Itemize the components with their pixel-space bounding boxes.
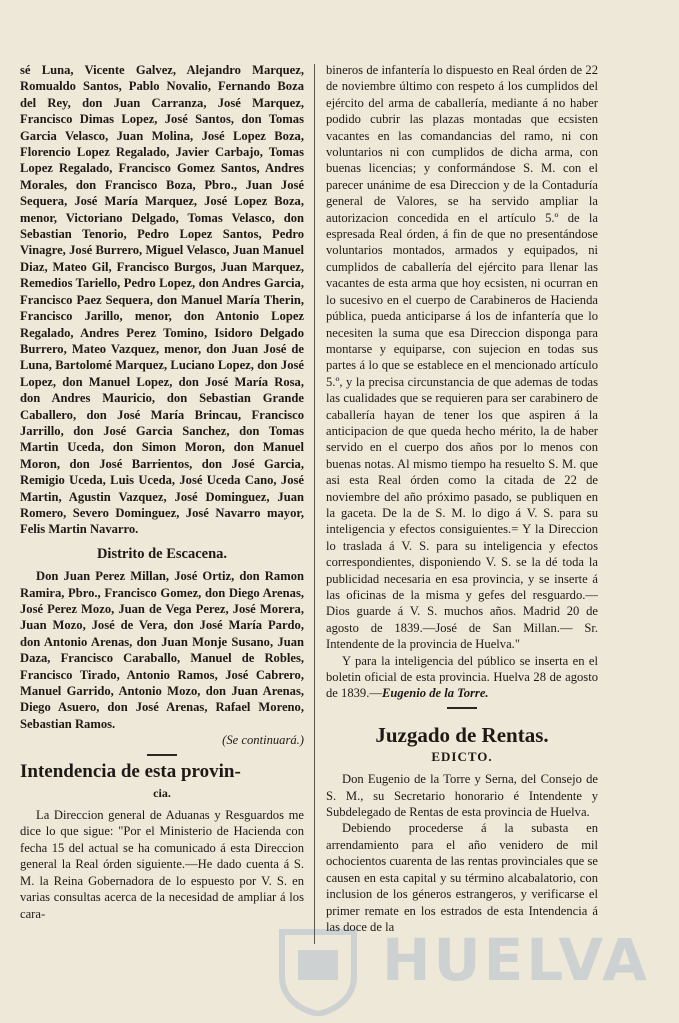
intendencia-title: Intendencia de esta provin- [20,760,241,782]
edicto-intro: Don Eugenio de la Torre y Serna, del Consejo de S. M., su Secretario honorario é Intendente y Subdelegado de Rentas de esta provincia de Huelva. [326,772,598,820]
column-divider [314,64,315,944]
signature: Eugenio de la Torre. [381,686,489,701]
edicto-body: Debiendo procederse á la subasta en arrendamiento para el año venidero de mil ochocientos cuarenta de las rentas provinciales que se causen en esta capital y su término alcabalatorio, con inclusion de los géneros estrangeros, y verificarse el primer remate en los estrados de esta Intendencia á las doce de la [326,821,598,934]
publication-text: Y para la inteligencia del público se inserta en el boletin oficial de esta provincia. Huelva 28 de agosto de 1839.— [326,653,598,701]
publication-note [326,653,598,702]
names-list: sé Luna, Vicente Galvez, Alejandro Marquez, Romualdo Santos, Pablo Novalio, Fernando Boza del Rey, don Juan Carranza, José Marquez, Francisco Dimas Lopez, José Santos, don Tomas Garcia Velasco, Juan Molina, José Lopez Boza, Florencio Lopez Regalado, Javier Carbajo, Tomas Lopez Regalado, Francisco Gomez Santos, Andres Morales, don Francisco Boza, Pbro., Juan José Sequera, José María Marquez, José Lopez Boza, menor, Victoriano Delgado, Tomas Velasco, don Sebastian Tenorio, Pedro Lopez Santos, Pedro Vinagre, José Burrero, Miguel Velasco, Juan Manuel Diaz, Mateo Gil, Francisco Burgos, Juan Marquez, Remedios Tariello, Pedro Lopez, don Andres Garcia, Francisco Paez Sequera, don Manuel María Therin, Francisco Jarillo, menor, don Antonio Lopez Regalado, Andres Perez Tomino, Isidoro Delgado Burrero, Mateo Vazquez, menor, don Juan José de Luna, Bartolomé Marquez, Luciano Lopez, don José Lopez, don Manuel Lopez, don José María Rosa, don Andres Mauricio, don Sebastian Grande Caballero, don José María Brincau, Francisco Jarrillo, don José Garcia Sanchez, don Tomas Martin Uceda, don Simon Moron, don Manuel Moron, don José Barrientos, don José Garcia, Remigio Uceda, Luis Uceda, José Uceda Cano, José Martin, Agustin Vazquez, José Dominguez, Juan Romero, Severo Dominguez, José Navarro mayor, Felis Martin Navarro. [20,63,304,537]
shield-icon [276,928,360,1016]
section-rule [147,754,177,756]
district-title: Distrito de Escacena. [96,545,228,562]
real-orden-body: bineros de infantería lo dispuesto en Real órden de 22 de noviembre último con respeto á los cumplidos del ejército del arma de caballería, mediante á no haber podido cubrir las plazas montadas que ecsisten vacantes en las comandancias del ramo, ni con voluntarios ni con cumplidos de dicha arma, con buenas licencias; y conformándose S. M. con el parecer unánime de esa Direccion y de la Contaduría general de Valores, se ha servido ampliar la autorizacion concedida en el artículo 5.º de la espresada Real órden, á fin de que no presentándose voluntarios montados, armados y equipados, ni cumplidos de caballería del ejército para llenar las vacantes de esta arma que hoy ecsisten, ni ocurran en lo sucesivo en el cuerpo de Carabineros de Hacienda pública, pueda anticiparse á los de infantería que lo necesiten la suma que esa Direccion disponga para montarse y equiparse, con sujecion en todas sus partes á lo que se establece en el mencionado artículo 5.º, y la precisa circunstancia de que ademas de todas las cualidades que se requieren para ser carabinero de caballería hayan de tener los que aspiren á la anticipacion de que queda hecho mérito, la de haber servido en el cuerpo dos años por lo menos con buenas notas. Al mismo tiempo ha resuelto S. M. que asi esta Real órden como la citada de 22 de noviembre del año próximo pasado, se publiquen en la gaceta. De la de S. M. lo digo á V. S. para su inteligencia y efectos consiguientes.= Y la Direccion lo traslada á V. S. para su inteligencia y efectos correspondientes, disponiendo V. S. se la dé toda la publicidad necesaria en esa provincia, y se inserte á las oficinas de la misma y gefes del resguardo.— Dios guarde á V. S. muchos años. Madrid 20 de agosto de 1839.—José de San Millan.— Sr. Intendente de la provincia de Huelva." [326,63,598,652]
juzgado-title: Juzgado de Rentas. [375,722,549,747]
right-column [326,62,598,935]
district-names: Don Juan Perez Millan, José Ortiz, don Ramon Ramira, Pbro., Francisco Gomez, don Diego Arenas, José Perez Mozo, Juan de Vega Perez, José Morera, Juan Mozo, José de Vera, don José María Pardo, don Antonio Arenas, don Juan Monje Susano, Juan Daza, Francisco Caraballo, Manuel de Robles, Francisco Tirado, Antonio Ramos, José Cabrero, Manuel Garrido, Antonio Mozo, don Juan Arenas, Diego Asuero, don José Arenas, Rafael Moreno, Sebastian Ramos. [20,569,304,731]
continue-note: (Se continuará.) [222,733,304,748]
watermark-text: HUELVA [382,926,651,994]
edicto-heading: EDICTO. [431,748,493,764]
section-rule-right [447,707,477,709]
library-watermark [276,926,656,1018]
intendencia-title-end: cia. [153,785,171,800]
intendencia-body: La Direccion general de Aduanas y Resguardos me dice lo que sigue: "Por el Ministerio de Hacienda con fecha 15 del actual se ha comunicado á esta Direccion general la Real órden siguiente.—He dado cuenta á S. M. la Reina Gobernadora de lo espuesto por V. S. en varias consultas acerca de la necesidad de ampliar á los cara- [20,808,304,921]
left-column [20,62,304,922]
